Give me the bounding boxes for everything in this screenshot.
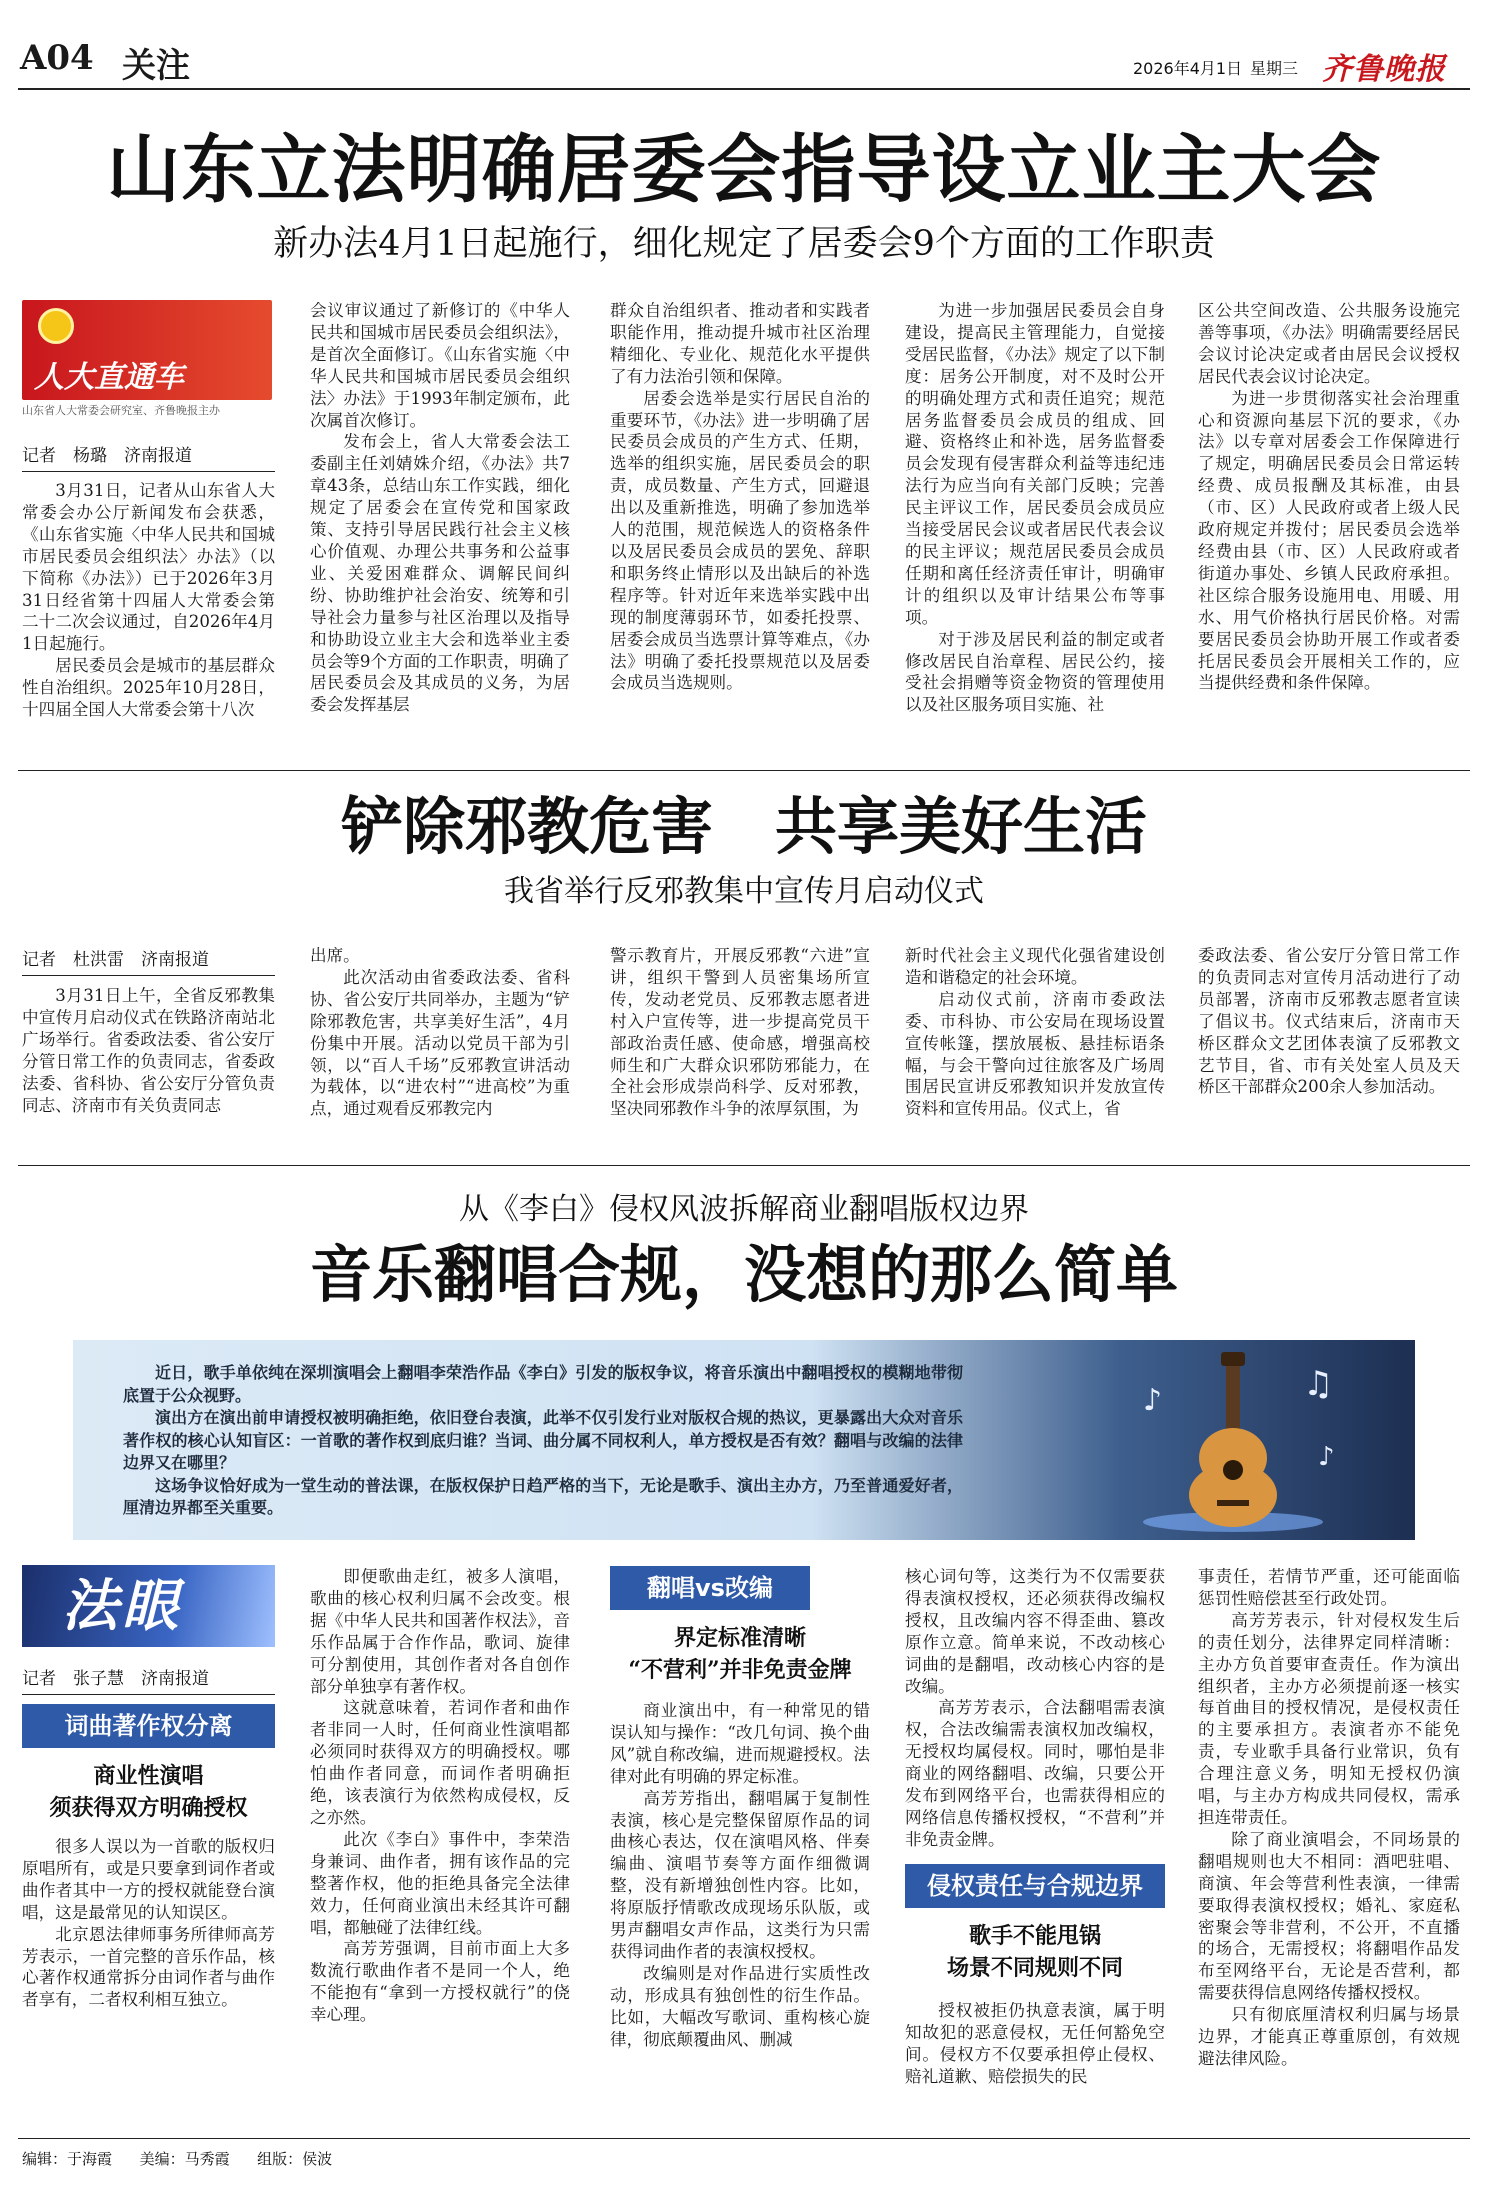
subhead-line: 歌手不能甩锅: [968, 1923, 1101, 1949]
paragraph: 出席。: [310, 946, 360, 965]
paragraph: 除了商业演唱会，不同场景的翻唱规则也大不相同：酒吧驻唱、商演、年会等营利性表演，一律需要取得表演权授权；婚礼、家庭私密聚会等非营利，不公开，不直播的场合，无需授权；将翻唱作品发布至网络平台，无论是否营利，都需要获得信息网络传播权授权。: [1198, 1829, 1460, 2003]
paragraph: 授权被拒仍执意表演，属于明知故犯的恶意侵权，无任何豁免空间。侵权方不仅要承担停止侵权、赔礼道歉、赔偿损失的民: [905, 2001, 1165, 2086]
section-subhead: [905, 1920, 1165, 1984]
article-3-column-2: [310, 1566, 570, 2122]
paragraph: 商业演出中，有一种常见的错误认知与操作：“改几句词、换个曲风”就自称改编，进而规避授权。法律对此有明确的界定标准。: [610, 1701, 870, 1786]
article-3-column-5: [1198, 1566, 1460, 2122]
paragraph: 只有彻底厘清权利归属与场景边界，才能真正尊重原创，有效规避法律风险。: [1198, 2005, 1460, 2068]
subhead-line: 界定标准清晰: [673, 1625, 806, 1651]
paragraph: 高芳芳表示，针对侵权发生后的责任划分，法律界定同样清晰：主办方负首要审查责任。作为演出组织者，主办方必须提前逐一核实每首曲目的授权情况，是侵权责任的主要承担方。表演者亦不能免责，专业歌手具备行业常识，负有合理注意义务，明知无授权仍演唱，与主办方构成共同侵权，需承担连带责任。: [1198, 1610, 1460, 1827]
paragraph: 这场争议恰好成为一堂生动的普法课，在版权保护日趋严格的当下，无论是歌手、演出主办方，乃至普通爱好者，厘清边界都至关重要。: [123, 1475, 963, 1517]
paragraph: 事责任，若情节严重，还可能面临惩罚性赔偿甚至行政处罚。: [1198, 1567, 1460, 1608]
article-2-column-3: [610, 945, 870, 1120]
designer-credit: 美编：马秀霞: [139, 2150, 230, 2168]
article-2-byline: 记者 杜洪雷 济南报道: [22, 945, 275, 976]
article-1-column-1: [22, 480, 275, 745]
editor-credit: 编辑：于海霞: [22, 2150, 113, 2168]
article-1-title: 山东立法明确居委会指导设立业主大会: [106, 127, 1382, 213]
page-label: A04: [20, 38, 94, 78]
paragraph: 高芳芳表示，合法翻唱需表演权，合法改编需表演权加改编权，无授权均属侵权。同时，哪怕是非商业的网络翻唱、改编，只要公开发布到网络平台，也需获得相应的网络信息传播权授权，“不营利”并非免责金牌。: [905, 1698, 1165, 1849]
article-3-title: 音乐翻唱合规，没想的那么简单: [309, 1238, 1178, 1311]
section-badge: 词曲著作权分离: [22, 1704, 275, 1748]
footer-rule: [18, 2138, 1470, 2139]
article-3-column-3: [610, 1700, 870, 2122]
paragraph: 居委会选举是实行居民自治的重要环节，《办法》进一步明确了居民委员会成员的产生方式、任期，选举的组织实施，居民委员会的职责，成员数量、产生方式，回避退出以及重新推选，明确了参加选举人的范围，规范候选人的资格条件以及居民委员会成员的罢免、辞职和职务终止情形以及出缺后的补选程序等。针对近年来选举实践中出现的制度薄弱环节，如委托投票、居委会成员当选票计算等难点，《办法》明确了委托投票规范以及居委会成员当选规则。: [610, 388, 870, 693]
article-1-column-2: [310, 300, 570, 745]
national-emblem-icon: [38, 308, 74, 344]
paragraph: 高芳芳强调，目前市面上大多数流行歌曲作者不是同一个人，绝不能抱有“拿到一方授权就行”的侥幸心理。: [310, 1939, 570, 2025]
subhead-line: 须获得双方明确授权: [49, 1795, 248, 1821]
section-badge: 翻唱vs改编: [610, 1566, 810, 1610]
paragraph: 新时代社会主义现代化强省建设创造和谐稳定的社会环境。: [905, 946, 1165, 987]
article-2-column-2: [310, 945, 570, 1120]
paragraph: 会议审议通过了新修订的《中华人民共和国城市居民委员会组织法》，是首次全面修订。《山东省实施〈中华人民共和国城市居民委员会组织法〉办法》于1993年制定颁布，此次属首次修订。: [310, 301, 570, 430]
paragraph: 发布会上，省人大常委会法工委副主任刘婧姝介绍，《办法》共7章43条，总结山东工作实践，细化规定了居委会在宣传党和国家政策、支持引导居民践行社会主义核心价值观、办理公共事务和公益事业、关爱困难群众、调解民间纠纷、协助维护社会治安、统筹和引导社会力量参与社区治理以及指导和协助设立业主大会和选举业主委员会等9个方面的工作职责，明确了居民委员会及其成员的义务，为居委会发挥基层: [310, 432, 570, 715]
article-3-kicker: 从《李白》侵权风波拆解商业翻唱版权边界: [459, 1192, 1029, 1227]
article-2-column-1: [22, 985, 275, 1120]
paragraph: 3月31日，记者从山东省人大常委会办公厅新闻发布会获悉，《山东省实施〈中华人民共和国城市居民委员会组织法〉办法》（以下简称《办法》）已于2026年3月31日经省第十四届人大常委会第二十二次会议通过，自2026年4月1日起施行。: [22, 481, 275, 654]
paragraph: 即便歌曲走红，被多人演唱，歌曲的核心权利归属不会改变。根据《中华人民共和国著作权法》，音乐作品属于合作作品，歌词、旋律可分割使用，其创作者对各自创作部分单独享有著作权。: [310, 1567, 570, 1696]
article-1-column-4: [905, 300, 1165, 745]
article-1-column-3: [610, 300, 870, 745]
page-header: [0, 0, 1488, 90]
article-2-title: 铲除邪教危害 共享美好生活: [340, 790, 1147, 863]
section-subhead: [22, 1760, 275, 1824]
paragraph: 对于涉及居民利益的制定或者修改居民自治章程、居民公约，接受社会捐赠等资金物资的管理使用以及社区服务项目实施、社: [905, 629, 1165, 715]
layout-credit: 组版：侯波: [257, 2150, 333, 2168]
divider: [18, 1165, 1470, 1166]
divider: [18, 770, 1470, 771]
paragraph: 3月31日上午，全省反邪教集中宣传月启动仪式在铁路济南站北广场举行。省委政法委、省公安厅分管日常工作的负责同志，省委政法委、省科协、省公安厅分管负责同志、济南市有关负责同志: [22, 986, 275, 1115]
paragraph: 演出方在演出前申请授权被明确拒绝，依旧登台表演，此举不仅引发行业对版权合规的热议，更暴露出大众对音乐著作权的核心认知盲区：一首歌的著作权到底归谁？当词、曲分属不同权利人，单方授权是否有效？翻唱与改编的法律边界又在哪里？: [123, 1408, 963, 1472]
subhead-line: “不营利”并非免责金牌: [628, 1657, 852, 1683]
footer-credits: [22, 2148, 332, 2169]
paragraph: 警示教育片，开展反邪教“六进”宣讲，组织干警到人员密集场所宣传，发动老党员、反邪教志愿者进村入户宣传等，进一步提高党员干部政治责任感、使命感，增强高校师生和广大群众识邪防邪能力，在全社会形成崇尚科学、反对邪教，坚决同邪教作斗争的浓厚氛围，为: [610, 946, 870, 1119]
article-3-column-4: [905, 1566, 1165, 1850]
paragraph: 为进一步贯彻落实社会治理重心和资源向基层下沉的要求，《办法》以专章对居委会工作保障进行了规定，明确居民委员会日常运转经费、成员报酬及其标准，由县（市、区）人民政府或者上级人民政府规定并拨付；居民委员会选举经费由县（市、区）人民政府或者街道办事处、乡镇人民政府承担。社区综合服务设施用电、用暖、用水、用气价格执行居民价格。对需要居民委员会协助开展工作或者委托居民委员会开展相关工作的，应当提供经费和条件保障。: [1198, 388, 1460, 693]
svg-text:♫: ♫: [1303, 1364, 1334, 1404]
article-2-subtitle: 我省举行反邪教集中宣传月启动仪式: [504, 874, 984, 909]
subhead-line: 商业性演唱: [93, 1763, 204, 1789]
paragraph: 改编则是对作品进行实质性改动，形成具有独创性的衍生作品。比如，大幅改写歌词、重构核心旋律，彻底颠覆曲风、删减: [610, 1963, 870, 2049]
article-2-column-5: [1198, 945, 1460, 1120]
paragraph: 启动仪式前，济南市委政法委、市科协、市公安局在现场设置宣传帐篷，摆放展板、悬挂标语条幅，与会干警向过往旅客及广场周围居民宣讲反邪教知识并发放宣传资料和宣传用品。仪式上，省: [905, 989, 1165, 1119]
subhead-line: 场景不同规则不同: [946, 1955, 1123, 1981]
paragraph: 区公共空间改造、公共服务设施完善等事项，《办法》明确需要经居民会议讨论决定或者由居民会议授权居民代表会议讨论决定。: [1198, 301, 1460, 386]
lead-box: [73, 1340, 1415, 1540]
paragraph: 高芳芳指出，翻唱属于复制性表演，核心是完整保留原作品的词曲核心表达，仅在演唱风格、伴奏编曲、演唱节奏等方面作细微调整，没有新增独创性内容。比如，将原版抒情歌改成现场乐队版，或男声翻唱女声作品，这类行为只需获得词曲作者的表演权授权。: [610, 1788, 870, 1961]
fayan-column-logo: [22, 1565, 275, 1647]
section-badge: 侵权责任与合规边界: [905, 1864, 1165, 1908]
article-1-byline: 记者 杨璐 济南报道: [22, 441, 275, 472]
paragraph: 核心词句等，这类行为不仅需要获得表演权授权，还必须获得改编权授权，且改编内容不得歪曲、篡改原作立意。简单来说，不改动核心词曲的是翻唱，改动核心内容的是改编。: [905, 1567, 1165, 1696]
header-rule: [18, 88, 1470, 90]
issue-date: 2026年4月1日: [1133, 59, 1243, 78]
paragraph: 很多人误以为一首歌的版权归原唱所有，或是只要拿到词作者或曲作者其中一方的授权就能登台演唱，这是最常见的认知误区。: [22, 1837, 275, 1922]
article-2-column-4: [905, 945, 1165, 1120]
paragraph: 群众自治组织者、推动者和实践者职能作用，推动提升城市社区治理精细化、专业化、规范化水平提供了有力法治引领和保障。: [610, 301, 870, 386]
article-3-column-4b: [905, 2000, 1165, 2122]
svg-text:♪: ♪: [1143, 1383, 1163, 1418]
article-3-column-1: [22, 1836, 275, 2122]
paragraph: 此次活动由省委政法委、省科协、省公安厅共同举办，主题为“铲除邪教危害，共享美好生活”，4月份集中开展。活动以党员干部为引领，以“百人千场”反邪教宣讲活动为载体，以“进农村”“进高校”为重点，通过观看反邪教完内: [310, 967, 570, 1119]
paragraph: 这就意味着，若词作者和曲作者非同一人时，任何商业性演唱都必须同时获得双方的明确授权。哪怕曲作者同意，而词作者明确拒绝，该表演行为依然构成侵权，反之亦然。: [310, 1698, 570, 1827]
paragraph: 近日，歌手单依纯在深圳演唱会上翻唱李荣浩作品《李白》引发的版权争议，将音乐演出中翻唱授权的模糊地带彻底置于公众视野。: [123, 1363, 963, 1405]
fayan-column-logo-text: 法眼: [62, 1573, 182, 1639]
paragraph: 此次《李白》事件中，李荣浩身兼词、曲作者，拥有该作品的完整著作权，他的拒绝具备完全法律效力，任何商业演出未经其许可翻唱，都触碰了法律红线。: [310, 1829, 570, 1937]
paragraph: 北京恩法律师事务所律师高芳芳表示，一首完整的音乐作品，核心著作权通常拆分由词作者与曲作者享有，二者权利相互独立。: [22, 1924, 275, 2010]
renda-logo: [22, 300, 272, 400]
article-3-byline: 记者 张子慧 济南报道: [22, 1664, 275, 1695]
renda-logo-text: 人大直通车: [34, 360, 184, 395]
svg-text:♪: ♪: [1318, 1442, 1335, 1472]
article-1-column-5: [1198, 300, 1460, 745]
paragraph: 居民委员会是城市的基层群众性自治组织。2025年10月28日，十四届全国人大常委会第十八次: [22, 656, 275, 720]
issue-weekday: 星期三: [1250, 59, 1299, 78]
section-subhead: [610, 1622, 870, 1686]
renda-logo-caption: 山东省人大常委会研究室、齐鲁晚报主办: [22, 404, 220, 417]
guitar-illustration: [1113, 1350, 1373, 1535]
paragraph: 为进一步加强居民委员会自身建设，提高民主管理能力，自觉接受居民监督，《办法》规定了以下制度：居务公开制度，对不及时公开的明确处理方式和责任追究；规范居务监督委员会成员的组成、回避、资格终止和补选，居务监督委员会发现有侵害群众利益等违纪违法行为应当向有关部门反映；完善民主评议工作，居民委员会成员应当接受居民会议或者居民代表会议的民主评议；规范居民委员会成员任期和离任经济责任审计，明确审计的组织以及审计结果公布等事项。: [905, 301, 1165, 627]
article-1-subtitle: 新办法4月1日起施行，细化规定了居委会9个方面的工作职责: [273, 224, 1215, 264]
newspaper-logo: 齐鲁晚报: [1322, 52, 1446, 87]
paragraph: 委政法委、省公安厅分管日常工作的负责同志对宣传月活动进行了动员部署，济南市反邪教志愿者宣读了倡议书。仪式结束后，济南市天桥区群众文艺团体表演了反邪教文艺节目，省、市有关处室人员及天桥区干部群众200余人参加活动。: [1198, 946, 1460, 1097]
section-name: 关注: [122, 46, 190, 86]
lead-text: [123, 1362, 963, 1520]
